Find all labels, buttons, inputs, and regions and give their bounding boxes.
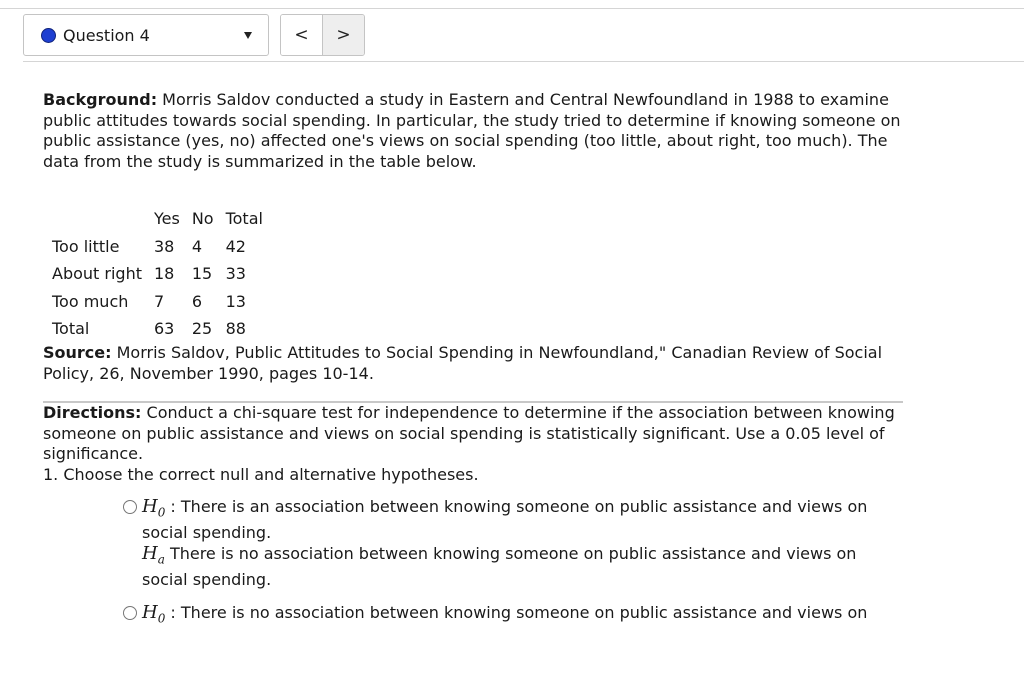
hypothesis-option-1[interactable] bbox=[123, 497, 913, 590]
option-1-alt-text: There is no association between knowing someone on public assistance and views on social spending. bbox=[142, 543, 857, 590]
option-1-body bbox=[142, 497, 902, 590]
table-cell: 63 bbox=[153, 319, 175, 339]
directions-label: Directions: bbox=[43, 403, 142, 423]
directions-paragraph bbox=[43, 403, 913, 465]
previous-question-button[interactable]: < bbox=[281, 15, 323, 55]
background-paragraph bbox=[43, 90, 913, 172]
table-header-row bbox=[46, 205, 269, 233]
table-cell: 42 bbox=[225, 236, 246, 256]
option-2-body bbox=[142, 603, 902, 629]
radio-button-icon[interactable] bbox=[123, 606, 137, 620]
option-2-null bbox=[142, 603, 902, 629]
step-1-prompt: 1. Choose the correct null and alternative hypotheses. bbox=[43, 464, 479, 484]
table-cell: 33 bbox=[225, 264, 246, 284]
question-nav bbox=[280, 14, 365, 56]
table-row bbox=[46, 233, 269, 261]
alt-hypothesis-symbol: $H_a$ bbox=[142, 542, 165, 567]
table-header: Total bbox=[225, 208, 263, 228]
table-header bbox=[46, 205, 148, 233]
toolbar-divider bbox=[23, 61, 1024, 62]
caret-down-icon bbox=[244, 32, 252, 39]
table-row bbox=[46, 288, 269, 316]
table-cell: 18 bbox=[153, 264, 175, 284]
table-cell: 15 bbox=[191, 264, 213, 284]
question-status-dot-icon bbox=[41, 28, 56, 43]
null-hypothesis-symbol: $H_0$ bbox=[142, 496, 166, 520]
table-header: Yes bbox=[153, 208, 180, 228]
contingency-table bbox=[46, 205, 269, 343]
row-label: Too little bbox=[52, 236, 120, 256]
radio-button-icon[interactable] bbox=[123, 500, 137, 514]
hypothesis-option-2[interactable] bbox=[123, 603, 913, 629]
table-row bbox=[46, 261, 269, 289]
row-label: About right bbox=[52, 264, 142, 284]
option-1-alt bbox=[142, 544, 902, 591]
top-divider bbox=[0, 8, 1024, 9]
directions-text: Conduct a chi-square test for independence to determine if the association between knowing someone on public assistance and views on social spending is statistically significant. Use a 0.05 level of significance. bbox=[43, 403, 895, 464]
option-1-null-text: : There is an association between knowing someone on public assistance and views on social spending. bbox=[142, 497, 868, 543]
table-cell: 88 bbox=[225, 319, 246, 339]
table-cell: 13 bbox=[225, 291, 246, 311]
table-cell: 7 bbox=[153, 291, 165, 311]
null-hypothesis-symbol: $H_0$ bbox=[142, 601, 166, 626]
row-label: Total bbox=[52, 319, 90, 339]
source-label: Source: bbox=[43, 343, 112, 363]
background-label: Background: bbox=[43, 90, 158, 109]
table-cell: 4 bbox=[191, 236, 202, 256]
question-toolbar bbox=[23, 13, 365, 57]
table-cell: 6 bbox=[191, 291, 202, 311]
row-label: Too much bbox=[52, 291, 129, 311]
question-content bbox=[43, 90, 913, 641]
table-cell: 38 bbox=[153, 236, 175, 256]
table-row bbox=[46, 316, 269, 344]
table-cell: 25 bbox=[191, 319, 213, 339]
source-paragraph bbox=[43, 343, 913, 384]
question-label: Question 4 bbox=[63, 25, 150, 45]
background-text: Morris Saldov conducted a study in Eastern and Central Newfoundland in 1988 to examine public attitudes towards social spending. In particular, the study tried to determine if knowing someone on public assistance (yes, no) affected one's views on social spending (too little, about right, too much). The data from the study is summarized in the table below. bbox=[43, 90, 901, 171]
source-text: Morris Saldov, Public Attitudes to Social Spending in Newfoundland," Canadian Review of Social Policy, 26, November 1990, pages 10-14. bbox=[43, 343, 883, 383]
question-dropdown[interactable] bbox=[23, 14, 269, 56]
next-question-button[interactable]: > bbox=[323, 15, 364, 55]
hypothesis-options bbox=[123, 497, 913, 628]
table-header: No bbox=[191, 208, 214, 228]
option-2-null-text: : There is no association between knowing someone on public assistance and views on bbox=[165, 602, 868, 622]
option-1-null bbox=[142, 497, 902, 544]
